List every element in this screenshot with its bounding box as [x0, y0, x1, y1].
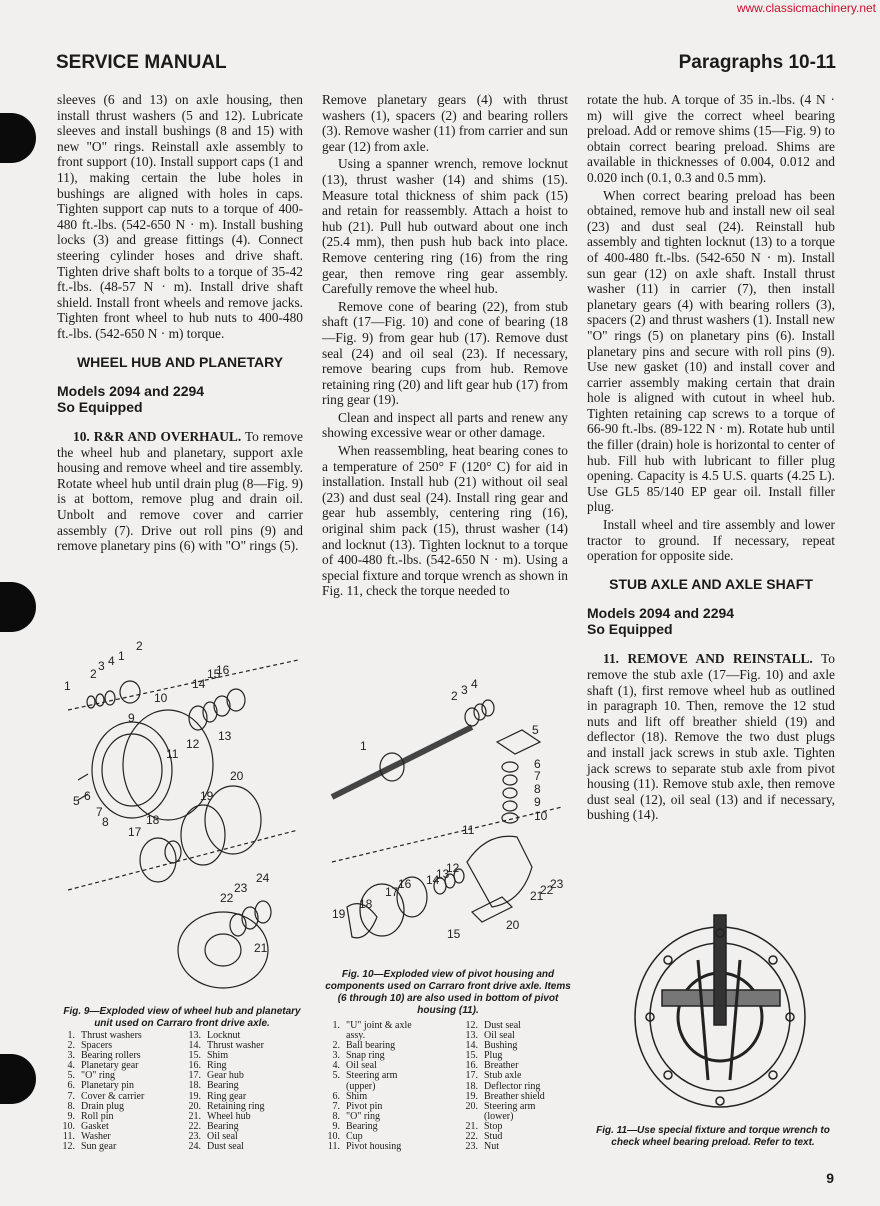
legend-item: [322, 1102, 448, 1112]
callout-label: 21: [530, 889, 544, 903]
callout-label: 19: [332, 907, 346, 921]
legend-text: Bushing: [484, 1040, 518, 1052]
legend-number: 3.: [67, 1050, 75, 1062]
legend-item: [322, 1051, 448, 1061]
callout-label: 9: [128, 711, 135, 725]
legend-number: 1.: [332, 1020, 340, 1031]
page-number: 9: [826, 1170, 834, 1186]
legend-number: 8.: [67, 1100, 75, 1112]
callout-label: 6: [534, 757, 541, 771]
models-heading: Models 2094 and 2294 So Equipped: [57, 383, 205, 416]
legend-number: 23.: [188, 1130, 201, 1142]
callout-label: 4: [108, 654, 115, 668]
fig10-legend-left: [322, 1021, 448, 1152]
column-3: [587, 92, 835, 825]
legend-number: 18.: [188, 1080, 201, 1092]
legend-text: Bearing: [346, 1120, 378, 1132]
legend-number: 19.: [465, 1090, 478, 1102]
legend-number: 17.: [188, 1070, 201, 1082]
legend-number: 21.: [465, 1120, 478, 1132]
header-paragraphs: Paragraphs 10-11: [678, 52, 836, 73]
legend-item: [322, 1082, 448, 1092]
legend-text: Spacers: [81, 1040, 113, 1052]
legend-item: [322, 1041, 448, 1051]
punch-hole: [0, 582, 36, 632]
paragraph: Install wheel and tire assembly and lower tractor to ground. If necessary, repeat operation for opposite side.: [587, 517, 835, 564]
callout-label: 11: [166, 747, 179, 761]
callout-label: 5: [532, 723, 539, 737]
legend-text: Locknut: [207, 1030, 241, 1041]
paragraph: When reassembling, heat bearing cones to a temperature of 250° F (120° C) for aid in installation. Install hub (21) without oil seal (23) and dust seal (24). Install ring gear and gear hub assembly, centering ring (16), original shim pack (15), thrust washer (14) and locknut (13). Tighten locknut to a torque of 400-480 ft.-lbs. (542-650 N · m). Using a special fixture and torque wrench as shown in Fig. 11, check the torque needed to: [322, 443, 568, 599]
legend-text: "U" joint & axle: [346, 1020, 412, 1031]
legend-item: [183, 1132, 308, 1142]
callout-label: 5: [73, 794, 80, 808]
legend-text: Planetary gear: [81, 1060, 139, 1072]
legend-text: Stud: [484, 1131, 503, 1143]
callout-label: 7: [534, 769, 541, 783]
callout-label: 12: [446, 861, 460, 875]
legend-text: assy.: [346, 1030, 366, 1042]
legend-number: 24.: [188, 1141, 201, 1153]
callout-label: 7: [96, 805, 103, 819]
legend-number: 12.: [465, 1020, 478, 1031]
fig10-caption: Fig. 10—Exploded view of pivot housing and components used on Carraro front drive axle. Items (6 through 10) are also used in bottom of pivot housing (11).: [325, 969, 571, 1016]
callout-label: 11: [462, 823, 475, 837]
legend-item: [322, 1092, 448, 1102]
callout-label: 6: [84, 789, 91, 803]
legend-text: Sun gear: [81, 1141, 117, 1153]
legend-item: [322, 1142, 448, 1152]
legend-text: Drain plug: [81, 1100, 125, 1112]
legend-text: Plug: [484, 1050, 503, 1062]
callout-label: 22: [220, 891, 234, 905]
paragraph-text: To remove the stub axle (17—Fig. 10) and axle shaft (1), first remove wheel hub as outlined in paragraph 10. Then, remove the 12 stud nuts and lift off breather shield (19) and deflector (18). Remove the two dust plugs and install jack screws in stub axle. Tighten jack screws to separate stub axle from pivot housing (11). Remove stub axle, then remove dust seal (12), oil seal (13) and if necessary, bushing (14).: [587, 651, 835, 823]
legend-text: Stub axle: [484, 1070, 522, 1082]
legend-number: 4.: [332, 1060, 340, 1072]
legend-item: [322, 1071, 448, 1081]
legend-text: Ring: [207, 1060, 227, 1072]
legend-number: 7.: [67, 1090, 75, 1102]
models-heading: Models 2094 and 2294 So Equipped: [587, 605, 735, 638]
section-heading: STUB AXLE AND AXLE SHAFT: [609, 575, 813, 592]
legend-number: 6.: [67, 1080, 75, 1092]
legend-number: 18.: [465, 1080, 478, 1092]
callout-label: 23: [550, 877, 564, 891]
column-1: [57, 92, 303, 556]
legend-text: Pivot pin: [346, 1100, 383, 1112]
legend-text: Shim: [346, 1090, 368, 1102]
legend-number: 23.: [465, 1141, 478, 1153]
callout-label: 15: [207, 667, 221, 681]
legend-number: 13.: [188, 1030, 201, 1041]
callout-label: 17: [128, 825, 142, 839]
legend-text: Planetary pin: [81, 1080, 135, 1092]
callout-label: 20: [230, 769, 244, 783]
legend-text: Dust seal: [207, 1141, 244, 1153]
legend-number: 19.: [188, 1090, 201, 1102]
legend-text: Breather: [484, 1060, 519, 1072]
callout-label: 1: [64, 679, 71, 693]
legend-number: 22.: [465, 1131, 478, 1143]
legend-number: 20.: [188, 1100, 201, 1112]
legend-text: Gasket: [81, 1120, 109, 1132]
legend-text: Ring gear: [207, 1090, 247, 1102]
legend-number: 13.: [465, 1030, 478, 1042]
legend-item: [183, 1142, 308, 1152]
callout-label: 8: [102, 815, 109, 829]
legend-number: 2.: [67, 1040, 75, 1052]
legend-number: 15.: [188, 1050, 201, 1062]
punch-hole: [0, 113, 36, 163]
callout-label: 19: [200, 789, 214, 803]
watermark: www.classicmachinery.net: [736, 1, 876, 15]
header-title: SERVICE MANUAL: [56, 52, 227, 73]
legend-text: Steering arm: [346, 1070, 398, 1082]
fig9-caption: Fig. 9—Exploded view of wheel hub and planetary unit used on Carraro front drive axle.: [63, 1006, 301, 1029]
legend-number: 14.: [188, 1040, 201, 1052]
paragraph: Remove cone of bearing (22), from stub shaft (17—Fig. 10) and cone of bearing (18—Fig. 9) from gear hub (17). Remove dust seal (24) and oil seal (23). If necessary, remove bearing cups from hub. Remove retaining ring (20) and lift gear hub (17) from ring gear (19).: [322, 298, 568, 408]
paragraph: Using a spanner wrench, remove locknut (13), thrust washer (14) and shims (15). Measure total thickness of shim pack (15) and retain for reassembly. Attach a hoist to hub (21). Pull hub outward about one inch (25.4 mm), then push hub back into place. Remove centering ring (16) from the ring gear, then remove ring gear assembly. Carefully remove the wheel hub.: [322, 156, 568, 297]
legend-text: Retaining ring: [207, 1100, 265, 1112]
callout-label: 1: [360, 739, 367, 753]
legend-text: (upper): [346, 1080, 376, 1092]
callout-label: 14: [192, 677, 206, 691]
legend-number: 16.: [188, 1060, 201, 1072]
legend-text: Bearing rollers: [81, 1050, 141, 1062]
legend-number: 12.: [62, 1141, 75, 1153]
callout-label: 1: [118, 649, 125, 663]
callout-label: 15: [447, 927, 461, 941]
legend-item: [57, 1031, 182, 1041]
legend-item: [460, 1142, 575, 1152]
legend-text: Shim: [207, 1050, 229, 1062]
legend-text: Stop: [484, 1120, 503, 1132]
legend-text: Pivot housing: [346, 1141, 402, 1153]
legend-number: 15.: [465, 1050, 478, 1062]
callout-label: 2: [90, 667, 97, 681]
legend-number: 16.: [465, 1060, 478, 1072]
callout-label: 18: [146, 813, 160, 827]
legend-text: "O" ring: [346, 1110, 380, 1122]
fig11-fixture-torque-wrench-photo: [628, 905, 814, 1117]
callout-label: 9: [534, 795, 541, 809]
legend-text: Dust seal: [484, 1020, 521, 1031]
legend-number: 21.: [188, 1110, 201, 1122]
legend-number: 10.: [327, 1131, 340, 1143]
callout-label: 10: [154, 691, 168, 705]
legend-number: 20.: [465, 1100, 478, 1112]
legend-text: Cover & carrier: [81, 1090, 145, 1102]
legend-number: 9.: [332, 1120, 340, 1132]
legend-text: Oil seal: [484, 1030, 515, 1042]
callout-label: 17: [385, 885, 399, 899]
legend-number: 4.: [67, 1060, 75, 1072]
paragraph-title: 11. REMOVE AND REINSTALL.: [603, 651, 813, 667]
fig9-legend-left: [57, 1031, 182, 1152]
legend-item: [183, 1122, 308, 1132]
paragraph-title: 10. R&R AND OVERHAUL.: [73, 429, 242, 445]
legend-text: Ball bearing: [346, 1040, 396, 1052]
legend-number: 8.: [332, 1110, 340, 1122]
legend-item: [57, 1102, 182, 1112]
legend-item: [183, 1051, 308, 1061]
legend-item: [322, 1021, 448, 1031]
legend-text: Wheel hub: [207, 1110, 251, 1122]
callout-label: 10: [534, 809, 548, 823]
legend-text: Thrust washer: [207, 1040, 264, 1052]
legend-item: [322, 1122, 448, 1132]
callout-label: 13: [218, 729, 232, 743]
legend-item: [57, 1112, 182, 1122]
fig11-caption: Fig. 11—Use special fixture and torque wrench to check wheel bearing preload. Refer to text.: [596, 1125, 830, 1148]
legend-number: 2.: [332, 1040, 340, 1052]
paragraph-text: To remove the wheel hub and planetary, support axle housing and remove wheel and tire assembly. Rotate wheel hub until drain plug (8—Fig. 9) is at bottom, remove plug and drain oil. Unbolt and remove cover and carrier assembly (7). Drive out roll pins (9) and remove planetary pins (6) with "O" rings (5).: [57, 429, 303, 554]
legend-number: 5.: [332, 1070, 340, 1082]
fig9-exploded-hub-diagram: [58, 640, 308, 1005]
legend-item: [183, 1041, 308, 1051]
callout-label: 20: [506, 918, 520, 932]
section-heading: WHEEL HUB AND PLANETARY: [76, 353, 284, 370]
paragraph: rotate the hub. A torque of 35 in.-lbs. (4 N · m) will give the correct wheel bearing preload. Add or remove shims (15—Fig. 9) to obtain correct bearing preload. Shims are available in thicknesses of 0.004, 0.012 and 0.020 inch (0.1, 0.3 and 0.5 mm).: [587, 92, 835, 185]
legend-text: Steering arm: [484, 1100, 536, 1112]
legend-item: [322, 1112, 448, 1122]
legend-text: Bearing: [207, 1120, 239, 1132]
legend-text: Deflector ring: [484, 1080, 541, 1092]
legend-number: 9.: [67, 1110, 75, 1122]
legend-number: 11.: [62, 1130, 75, 1142]
legend-number: 3.: [332, 1050, 340, 1062]
callout-label: 16: [216, 663, 230, 677]
legend-item: [183, 1112, 308, 1122]
legend-item: [183, 1071, 308, 1081]
callout-label: 22: [540, 883, 554, 897]
paragraph: When correct bearing preload has been obtained, remove hub and install new oil seal (23) and dust seal (24). Reinstall hub assembly and tighten locknut (13) to a torque of 400-480 ft.-lbs. (542-650 N · m). Install sun gear (12) on axle shaft. Install thrust washer (11) in carrier (7), then install planetary gears (4) with bearing rollers (3), spacers (2) and thrust washers (1). Install new "O" rings (5) on planetary pins (6). Install planetary pins and secure with roll pins (9). Use new gasket (10) and install cover and carrier assembly making certain that drain hole is aligned with cutout in wheel hub. Tighten retaining cap screws to a torque of 66-90 ft.-lbs. (89-122 N · m). Rotate hub until the filler (drain) hole is horizontal to center of hub. Fill hub with lubricant to filler plug opening. Capacity is 4.5 U.S. quarts (4.25 L). Use GL5 85/140 EP gear oil. Install filler plug.: [587, 187, 835, 515]
paragraph: [587, 651, 835, 823]
fig9-legend-right: [183, 1031, 308, 1152]
paragraph: Clean and inspect all parts and renew any showing excessive wear or other damage.: [322, 409, 568, 441]
paragraph: sleeves (6 and 13) on axle housing, then install thrust washers (5 and 12). Lubricate sleeves and install bushings (8 and 15) with new "O" rings. Reinstall axle assembly to front support (10). Install support caps (1 and 11), making certain the lube holes in bushings are aligned with holes in caps. Tighten support cap nuts to a torque of 400-480 ft.-lbs. (542-650 N · m). Install bushing locks (3) and grease fittings (4). Connect steering cylinder hoses and drive shaft. Tighten drive shaft bolts to a torque of 35-42 ft.-lbs. (48-57 N · m). Install drive shaft shield. Install front wheels and remove jacks. Tighten front wheel to hub nuts to 400-480 ft.-lbs. (542-650 N · m) torque.: [57, 92, 303, 341]
legend-number: 10.: [62, 1120, 75, 1132]
legend-number: 14.: [465, 1040, 478, 1052]
legend-text: Roll pin: [81, 1110, 114, 1122]
callout-label: 18: [359, 897, 373, 911]
callout-label: 21: [254, 941, 268, 955]
legend-number: 7.: [332, 1100, 340, 1112]
legend-number: 5.: [67, 1070, 75, 1082]
legend-item: [57, 1122, 182, 1132]
legend-text: Oil seal: [346, 1060, 377, 1072]
callout-label: 24: [256, 871, 270, 885]
callout-label: 23: [234, 881, 248, 895]
legend-text: Gear hub: [207, 1070, 244, 1082]
legend-text: Cup: [346, 1131, 363, 1143]
callout-label: 14: [426, 873, 440, 887]
legend-text: Bearing: [207, 1080, 239, 1092]
legend-item: [183, 1061, 308, 1071]
punch-hole: [0, 1054, 36, 1104]
legend-text: Oil seal: [207, 1130, 238, 1142]
legend-text: Washer: [81, 1130, 111, 1142]
paragraph: Remove planetary gears (4) with thrust washers (1), spacers (2) and bearing rollers (3). Remove washer (11) from carrier and sun gear (12) from axle.: [322, 92, 568, 154]
legend-number: 6.: [332, 1090, 340, 1102]
legend-number: 22.: [188, 1120, 201, 1132]
legend-text: Breather shield: [484, 1090, 545, 1102]
paragraph: [57, 429, 303, 554]
legend-text: Snap ring: [346, 1050, 385, 1062]
fig10-legend-right: [460, 1021, 575, 1152]
legend-number: 1.: [67, 1030, 75, 1041]
legend-text: Nut: [484, 1141, 499, 1153]
column-2: [322, 92, 568, 601]
fig10-exploded-pivot-housing-diagram: [322, 672, 572, 964]
callout-label: 4: [471, 677, 478, 691]
legend-item: [460, 1102, 575, 1112]
callout-label: 3: [461, 683, 468, 697]
callout-label: 16: [398, 877, 412, 891]
legend-item: [57, 1132, 182, 1142]
callout-label: 8: [534, 782, 541, 796]
legend-text: "O" ring: [81, 1070, 115, 1082]
legend-item: [57, 1061, 182, 1071]
legend-text: Thrust washers: [81, 1030, 142, 1041]
legend-number: 11.: [327, 1141, 340, 1153]
callout-label: 3: [98, 659, 105, 673]
callout-label: 13: [436, 867, 450, 881]
callout-label: 2: [136, 640, 143, 653]
callout-label: 2: [451, 689, 458, 703]
legend-number: 17.: [465, 1070, 478, 1082]
legend-text: (lower): [484, 1110, 514, 1122]
legend-item: [57, 1142, 182, 1152]
callout-label: 12: [186, 737, 200, 751]
